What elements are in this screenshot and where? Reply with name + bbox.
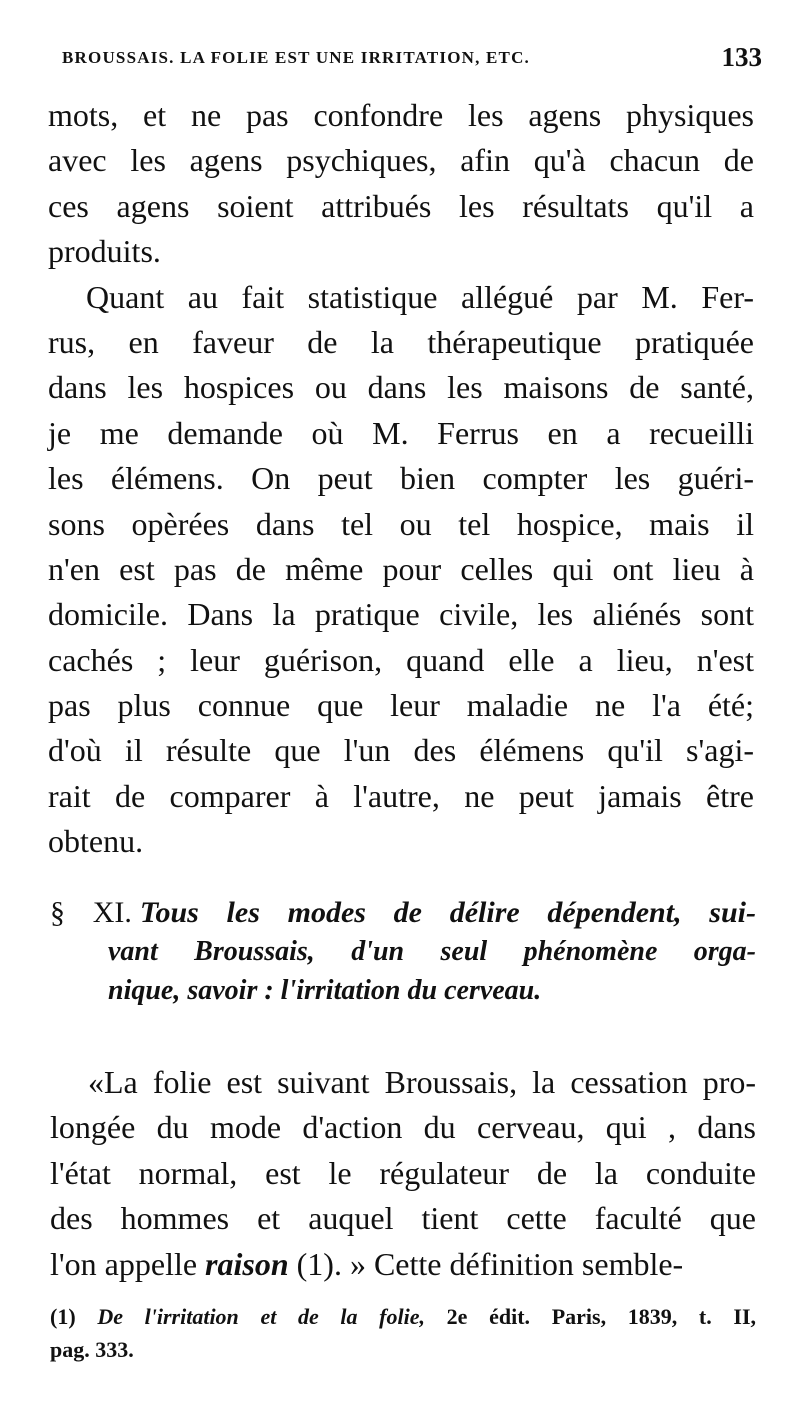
section-title: nique, savoir : l'irritation du cerveau. [108, 975, 542, 1006]
text-line: rus, en faveur de la thérapeutique pratiquée [48, 323, 754, 360]
text-line: «La folie est suivant Broussais, la cessation pro- [88, 1064, 756, 1100]
text-line: ces agens soient attribués les résultats qu'il a [48, 187, 754, 224]
text-line: Quant au fait statistique allégué par M. Fer- [86, 278, 754, 315]
text-line: l'état normal, est le régulateur de la conduite [50, 1154, 756, 1191]
text-line: des hommes et auquel tient cette faculté que [50, 1200, 756, 1237]
running-title: BROUSSAIS. LA FOLIE EST UNE IRRITATION, ETC. [62, 48, 531, 67]
text-line: je me demande où M. Ferrus en a recueilli [48, 414, 754, 451]
text-line: dans les hospices ou dans les maisons de santé, [48, 369, 754, 406]
footnote-details: 2e édit. Paris, 1839, t. II, [425, 1304, 757, 1329]
text-fragment: l'on appelle [50, 1245, 206, 1282]
footnote [50, 1300, 756, 1366]
footnote-marker: (1) [50, 1304, 76, 1329]
emphasized-word: raison [205, 1245, 289, 1282]
section-title: vant Broussais, d'un seul phénomène orga- [108, 936, 756, 967]
text-line: n'en est pas de même pour celles qui ont lieu à [48, 550, 754, 587]
paragraph-definition [50, 1060, 756, 1287]
text-line: pas plus connue que leur maladie ne l'a été; [48, 687, 754, 724]
text-line: obtenu. [48, 823, 144, 860]
section-heading [50, 893, 756, 1010]
text-line: cachés ; leur guérison, quand elle a lieu, n'est [48, 641, 754, 678]
text-line: avec les agens psychiques, afin qu'à chacun de [48, 142, 754, 179]
footnote-line: pag. 333. [50, 1337, 134, 1362]
section-heading-line [50, 893, 756, 932]
text-line: d'où il résulte que l'un des élémens qu'il s'agi- [48, 732, 754, 769]
running-header [62, 42, 762, 72]
paragraph-statistics [48, 275, 754, 865]
page-number: 133 [721, 42, 762, 72]
text-line: longée du mode d'action du cerveau, qui , dans [50, 1109, 756, 1146]
text-line: rait de comparer à l'autre, ne peut jamais être [48, 777, 754, 814]
footnote-title: De l'irritation et de la folie, [97, 1304, 426, 1329]
text-line: les élémens. On peut bien compter les guéri- [48, 460, 754, 497]
text-line: produits. [48, 233, 161, 270]
main-text [48, 93, 754, 865]
text-fragment: (1). » Cette définition semble- [288, 1245, 684, 1282]
text-line: sons opèrées dans tel ou tel hospice, mais il [48, 505, 754, 542]
text-line: domicile. Dans la pratique civile, les aliénés sont [48, 596, 754, 633]
text-line: mots, et ne pas confondre les agens physiques [48, 97, 754, 133]
footnote-line [50, 1300, 756, 1333]
text-line [50, 1242, 756, 1287]
paragraph-continuation [48, 93, 754, 275]
section-title: Tous les modes de délire dépendent, sui- [139, 896, 756, 929]
section-number: § XI. [50, 896, 132, 929]
